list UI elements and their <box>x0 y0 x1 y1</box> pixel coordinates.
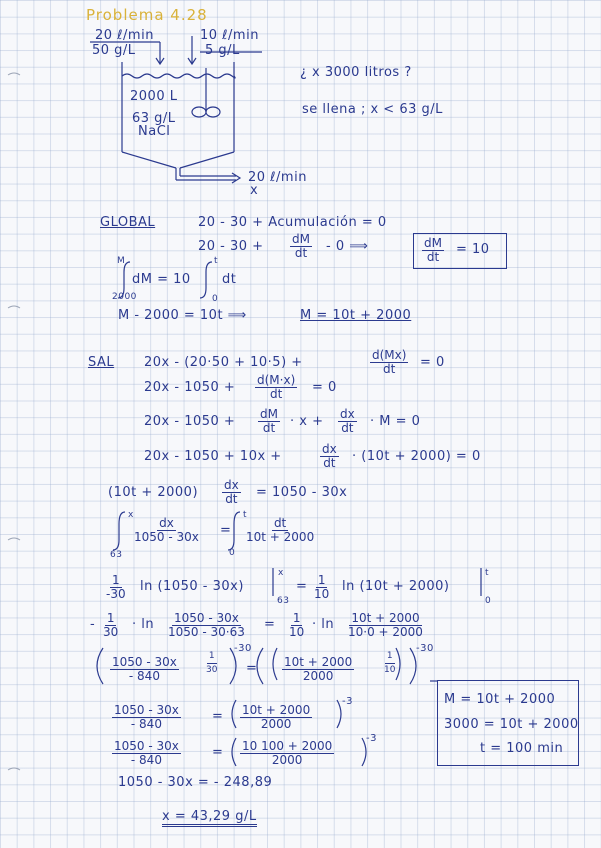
power-p-outer-exp: -30 <box>234 643 252 654</box>
log-d-argument <box>346 612 425 639</box>
numerator: 1050 - 30x <box>114 703 179 717</box>
power-q-exponent <box>382 650 397 677</box>
log-d-ln: · ln <box>312 617 335 632</box>
sidebox-line-3: t = 100 min <box>480 741 564 756</box>
power-p-fraction <box>110 656 179 683</box>
denominator: 10 <box>289 625 305 639</box>
global-eq-2-left: 20 - 30 + <box>198 239 264 254</box>
numerator: dx <box>340 407 355 421</box>
denominator: dt <box>225 492 238 506</box>
numerator: d(Mx) <box>372 348 407 362</box>
denominator: 30 <box>103 625 119 639</box>
int-lower-t2: 0 <box>229 548 236 558</box>
denominator: 2000 <box>302 669 334 683</box>
sep-integral-left-fraction <box>132 517 201 544</box>
int-lower-x: 63 <box>110 550 123 560</box>
int-upper-m: M <box>117 256 126 266</box>
numerator: 10t + 2000 <box>351 611 420 625</box>
int-lower-m: 2000 <box>112 292 137 302</box>
numerator: dt <box>273 516 287 530</box>
denominator: 2000 <box>271 753 303 767</box>
boxed-rhs: = 10 <box>456 242 490 257</box>
power-q-outer-exp: -30 <box>416 643 434 654</box>
global-result-left: M - 2000 = 10t ⟹ <box>118 308 247 323</box>
power-r-exp: -3 <box>342 696 353 707</box>
log-a-lower: 63 <box>277 596 290 606</box>
page-title: Problema 4.28 <box>86 6 208 24</box>
final-answer: x = 43,29 g/L <box>162 810 257 827</box>
question-line-2: se llena ; x < 63 g/L <box>302 102 443 117</box>
log-c-argument <box>166 612 247 639</box>
denominator: 1050 - 30x <box>134 530 199 544</box>
numerator: 10t + 2000 <box>284 655 353 669</box>
sep-eq-fraction <box>222 479 241 506</box>
sal-eq-4-fraction <box>320 443 339 470</box>
left-inlet-flow: 20 ℓ/min <box>95 28 154 43</box>
sal-eq-3-fraction-a <box>258 408 280 435</box>
power-s-equals: = <box>212 745 224 760</box>
sep-integral-equals: = <box>220 523 232 538</box>
numerator: 10 100 + 2000 <box>242 739 333 753</box>
sal-eq-2-fraction <box>255 374 297 401</box>
sal-eq-3-fraction-b <box>338 408 357 435</box>
power-r-fraction <box>112 704 181 731</box>
log-c-sign: - <box>90 617 96 632</box>
log-b-expr: ln (10t + 2000) <box>342 579 450 594</box>
log-c-equals: = <box>264 617 276 632</box>
sal-eq-2-left: 20x - 1050 + <box>144 380 236 395</box>
power-r-equals: = <box>212 709 224 724</box>
sal-label: SAL <box>88 355 115 370</box>
left-inlet-conc: 50 g/L <box>92 43 136 58</box>
global-boxed-result <box>413 233 507 269</box>
log-b-upper: t <box>485 568 490 578</box>
global-eq-1: 20 - 30 + Acumulación = 0 <box>198 215 387 230</box>
tank-salt-label: NaCl <box>138 124 171 139</box>
numerator: dM <box>292 232 310 246</box>
denominator: - 840 <box>130 717 162 731</box>
sal-eq-1-right: = 0 <box>420 355 445 370</box>
sep-integral-right-fraction <box>244 517 316 544</box>
log-equals: = <box>296 579 308 594</box>
sal-eq-4-left: 20x - 1050 + 10x + <box>144 449 282 464</box>
global-eq-2-right: - 0 ⟹ <box>326 239 369 254</box>
sep-eq-right: = 1050 - 30x <box>256 485 348 500</box>
sal-eq-3-mid: · x + <box>290 414 324 429</box>
sal-eq-1-fraction <box>370 349 408 376</box>
time-to-fill-box <box>437 680 579 766</box>
numerator: 1 <box>111 573 120 587</box>
global-result: M = 10t + 2000 <box>300 308 412 323</box>
power-r-rhs <box>240 704 312 731</box>
denominator: 30 <box>206 665 218 675</box>
binder-holes <box>8 73 20 770</box>
denominator: - 840 <box>128 669 160 683</box>
numerator: 1050 - 30x <box>173 611 239 625</box>
power-s-exp: -3 <box>366 733 377 744</box>
integral-expression: dM = 10 <box>132 272 191 287</box>
sal-eq-3-left: 20x - 1050 + <box>144 414 236 429</box>
outlet-variable: x <box>250 183 259 198</box>
tank-diagram <box>90 36 262 183</box>
numerator: 1050 - 30x <box>114 739 179 753</box>
log-a-fraction <box>104 574 128 601</box>
power-equals: = <box>246 661 258 676</box>
global-label: GLOBAL <box>100 215 156 230</box>
sidebox-line-1: M = 10t + 2000 <box>444 692 556 707</box>
log-a-upper: x <box>278 568 284 578</box>
denominator: 2000 <box>260 717 292 731</box>
numerator: 1 <box>385 650 395 664</box>
denominator: -30 <box>106 587 126 601</box>
denominator: 10 <box>384 665 396 675</box>
denominator: dt <box>269 387 283 401</box>
right-inlet-flow: 10 ℓ/min <box>200 28 259 43</box>
denominator: dt <box>426 250 440 264</box>
power-s-rhs <box>240 740 334 767</box>
denominator: 10 <box>314 587 330 601</box>
denominator: dt <box>383 362 396 376</box>
denominator: dt <box>262 421 276 435</box>
numerator: dx <box>224 478 239 492</box>
sal-eq-3-right: · M = 0 <box>370 414 421 429</box>
numerator: 10t + 2000 <box>242 703 311 717</box>
log-b-lower: 0 <box>485 596 492 606</box>
sal-eq-2-right: = 0 <box>312 380 337 395</box>
denominator: 1050 - 30·63 <box>168 625 245 639</box>
question-line-1: ¿ x 3000 litros ? <box>300 65 412 80</box>
sal-eq-1-left: 20x - (20·50 + 10·5) + <box>144 355 303 370</box>
denominator: dt <box>294 246 308 260</box>
numerator: 1 <box>317 573 326 587</box>
log-d-fraction <box>287 612 306 639</box>
log-c-fraction <box>101 612 120 639</box>
log-b-fraction <box>312 574 331 601</box>
numerator: 1 <box>292 611 301 625</box>
numerator: dx <box>322 442 337 456</box>
numerator: 1 <box>106 611 115 625</box>
linear-result: 1050 - 30x = - 248,89 <box>118 775 273 790</box>
power-s-fraction <box>112 740 181 767</box>
sidebox-line-2: 3000 = 10t + 2000 <box>444 717 579 732</box>
denominator: dt <box>341 421 354 435</box>
sal-eq-4-right: · (10t + 2000) = 0 <box>352 449 481 464</box>
integral-signs <box>97 262 481 766</box>
numerator: 1 <box>207 650 217 664</box>
numerator: dM <box>424 236 442 250</box>
numerator: dM <box>260 407 278 421</box>
outlet-flow: 20 ℓ/min <box>248 170 307 185</box>
boxed-fraction <box>422 237 444 264</box>
power-q-fraction <box>282 656 354 683</box>
tank-volume: 2000 L <box>130 89 178 104</box>
denominator: 10·0 + 2000 <box>348 625 423 639</box>
power-p-exponent <box>204 650 219 677</box>
numerator: d(M·x) <box>257 373 296 387</box>
int-upper-t: t <box>214 256 219 266</box>
sep-eq-left: (10t + 2000) <box>108 485 199 500</box>
denominator: - 840 <box>130 753 162 767</box>
int-upper-t2: t <box>243 510 248 520</box>
denominator: 10t + 2000 <box>246 530 315 544</box>
numerator: dx <box>159 516 174 530</box>
int-upper-x: x <box>128 510 134 520</box>
global-eq-2-fraction <box>290 233 312 260</box>
tank-concentration: 63 g/L <box>132 111 176 126</box>
right-inlet-conc: 5 g/L <box>205 43 240 58</box>
log-a-expr: ln (1050 - 30x) <box>140 579 244 594</box>
integral-dt: dt <box>222 272 237 287</box>
numerator: 1050 - 30x <box>112 655 177 669</box>
int-lower-t: 0 <box>212 294 219 304</box>
denominator: dt <box>323 456 336 470</box>
log-c-ln: · ln <box>132 617 155 632</box>
